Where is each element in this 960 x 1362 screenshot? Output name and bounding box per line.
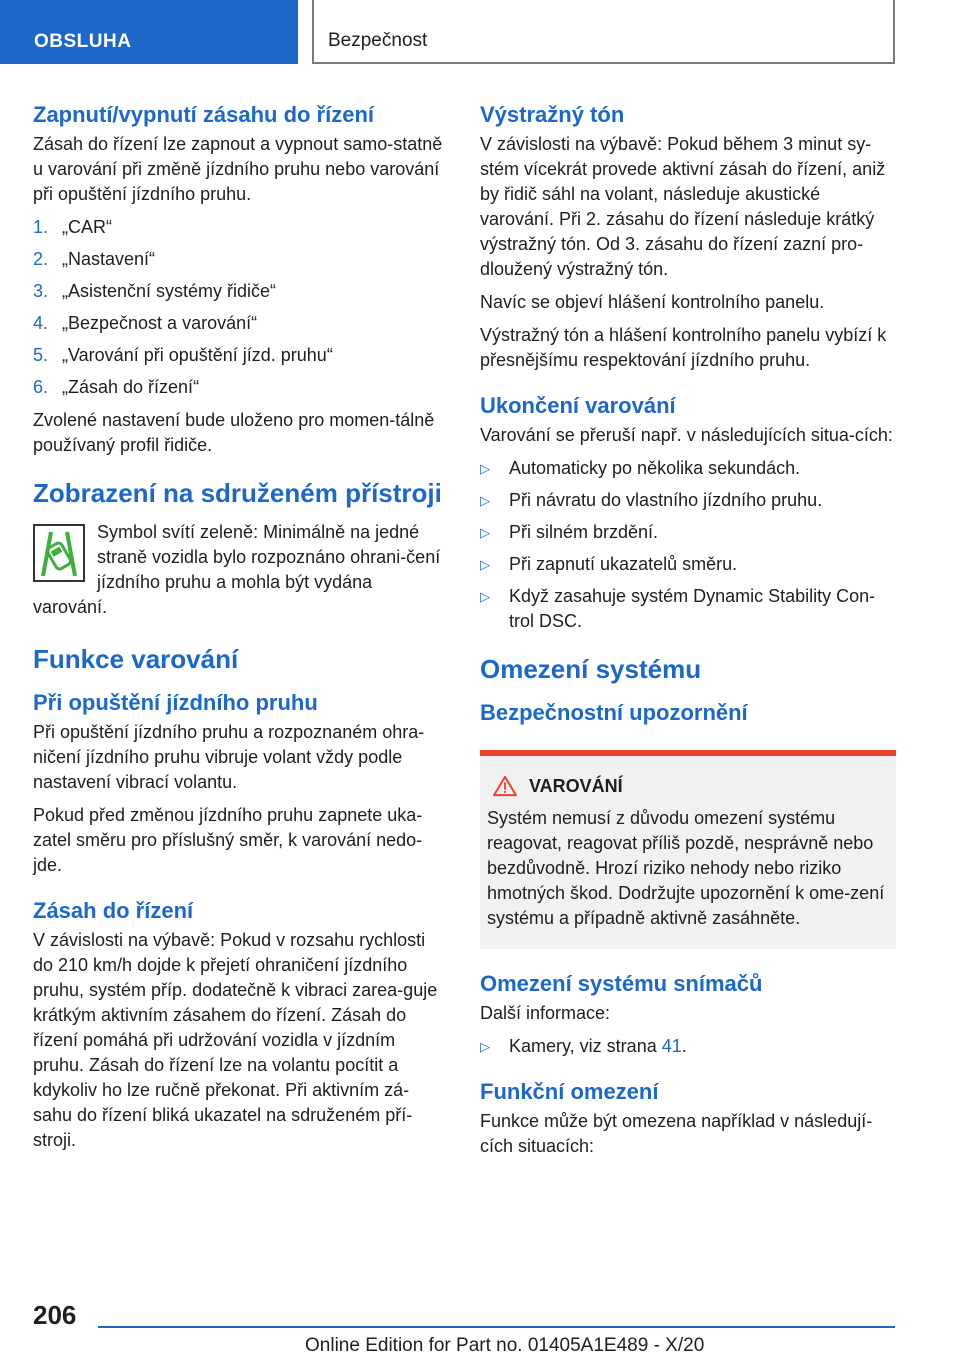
paragraph-profile: Zvolené nastavení bude uloženo pro momen-tálně používaný profil řidiče.: [33, 410, 435, 455]
paragraph-turn-signal: Pokud před změnou jízdního pruhu zapnete uka-zatel směru pro příslušný směr, k varování nedo-jde.: [33, 805, 423, 875]
list-item: 3. „Asistenční systémy řidiče“: [33, 281, 277, 301]
heading-functional-limits: Funkční omezení: [480, 1079, 659, 1104]
list-item: ▷ Automaticky po několika sekundách.: [480, 456, 896, 481]
bullet-triangle-icon: ▷: [480, 525, 490, 540]
paragraph-tone-purpose: Výstražný tón a hlášení kontrolního panelu vybízí k přesnějšímu respektování jízdního pruhu.: [480, 325, 887, 370]
warning-text: Systém nemusí z důvodu omezení systému reagovat, reagovat příliš pozdě, nesprávně nebo bezdůvodně. Hrozí riziko nehody nebo riziko hmotných škod. Dodržujte upozornění k ome-zení systému a případně aktivně zasáhněte.: [487, 808, 885, 928]
list-item: ▷ Při návratu do vlastního jízdního pruhu.: [480, 488, 896, 513]
warning-box: [480, 750, 896, 949]
list-item: 6. „Zásah do řízení“: [33, 377, 200, 397]
end-warning-list: [480, 456, 896, 634]
bullet-triangle-icon: ▷: [480, 1039, 490, 1054]
reference-list: [480, 1034, 896, 1059]
right-column: [480, 100, 896, 1167]
paragraph-warning-tone: V závislosti na výbavě: Pokud během 3 minut sy-stém vícekrát provede aktivní zásah do řízení, aniž by řidič sáhl na volant, následuje akustické varování. Při 2. zásahu do řízení následuje krátký výstražný tón. Od 3. zásahu do řízení zazní pro-dloužený výstražný tón.: [480, 134, 886, 279]
page-reference-link[interactable]: 41: [661, 1036, 682, 1056]
list-item: ▷ Kamery, viz strana 41.: [480, 1034, 896, 1059]
paragraph-steering-intervention: V závislosti na výbavě: Pokud v rozsahu rychlosti do 210 km/h dojde k přejetí ohraničení jízdního pruhu, systém příp. dodatečně k vibraci zarea-guje krátkým aktivním zásahem do řízení. Zásah do řízení pomáhá při udržování vozidla v jízdním pruhu. Zásah do řízení lze na volantu pocítit a kdykoliv ho lze ručně překonat. Při aktivním zá-sahu do řízení bliká ukazatel na sdruženém pří-stroji.: [33, 930, 438, 1150]
symbol-paragraph: Symbol svítí zeleně: Minimálně na jedné straně vozidla bylo rozpoznáno ohrani-čení jízdního pruhu a mohla být vydána varování.: [33, 522, 441, 617]
heading-system-limits: Omezení systému: [480, 654, 702, 684]
paragraph-vibration: Při opuštění jízdního pruhu a rozpoznaném ohra-ničení jízdního pruhu vibruje volant vždy podle nastavení vibrací volantu.: [33, 722, 425, 792]
paragraph-more-info: Další informace:: [480, 1003, 611, 1023]
heading-steering-toggle: Zapnutí/vypnutí zásahu do řízení: [33, 102, 375, 127]
bullet-triangle-icon: ▷: [480, 557, 490, 572]
lane-assist-symbol-icon: [33, 524, 85, 582]
bullet-triangle-icon: ▷: [480, 589, 490, 604]
list-item: ▷ Když zasahuje systém Dynamic Stability Con-trol DSC.: [480, 584, 896, 634]
steps-list: [33, 215, 445, 400]
list-item: 1. „CAR“: [33, 217, 112, 237]
paragraph-steering-toggle: Zásah do řízení lze zapnout a vypnout samo-statně u varování při změně jízdního pruhu nebo varování při opuštění jízdního pruhu.: [33, 134, 443, 204]
paragraph-end-warning: Varování se přeruší např. v následujících situa-cích:: [480, 425, 893, 445]
bullet-triangle-icon: ▷: [480, 493, 490, 508]
paragraph-check-control: Navíc se objeví hlášení kontrolního panelu.: [480, 292, 825, 312]
page-number: 206: [33, 1300, 77, 1330]
heading-warning-functions: Funkce varování: [33, 644, 239, 674]
list-item: 4. „Bezpečnost a varování“: [33, 313, 258, 333]
heading-end-warning: Ukončení varování: [480, 393, 676, 418]
warning-triangle-icon: [491, 775, 519, 797]
section-tab: OBSLUHA: [0, 0, 298, 64]
bullet-triangle-icon: ▷: [480, 461, 490, 476]
left-column: [33, 100, 445, 1161]
list-item: 5. „Varování při opuštění jízd. pruhu“: [33, 345, 333, 365]
chapter-tab: Bezpečnost: [312, 0, 895, 64]
heading-safety-notes: Bezpečnostní upozornění: [480, 700, 748, 725]
footer-divider: [98, 1326, 895, 1328]
list-item: ▷ Při zapnutí ukazatelů směru.: [480, 552, 896, 577]
heading-display: Zobrazení na sdruženém přístroji: [33, 478, 442, 508]
footer-edition: Online Edition for Part no. 01405A1E489 - X/20: [305, 1335, 705, 1356]
paragraph-functional-limits: Funkce může být omezena například v následují-cích situacích:: [480, 1111, 873, 1156]
heading-steering-intervention: Zásah do řízení: [33, 898, 194, 923]
list-item: 2. „Nastavení“: [33, 249, 156, 269]
heading-sensor-limits: Omezení systému snímačů: [480, 971, 763, 996]
list-item: ▷ Při silném brzdění.: [480, 520, 896, 545]
warning-title: VAROVÁNÍ: [487, 774, 888, 798]
heading-warning-tone: Výstražný tón: [480, 102, 625, 127]
heading-lane-departure: Při opuštění jízdního pruhu: [33, 690, 318, 715]
